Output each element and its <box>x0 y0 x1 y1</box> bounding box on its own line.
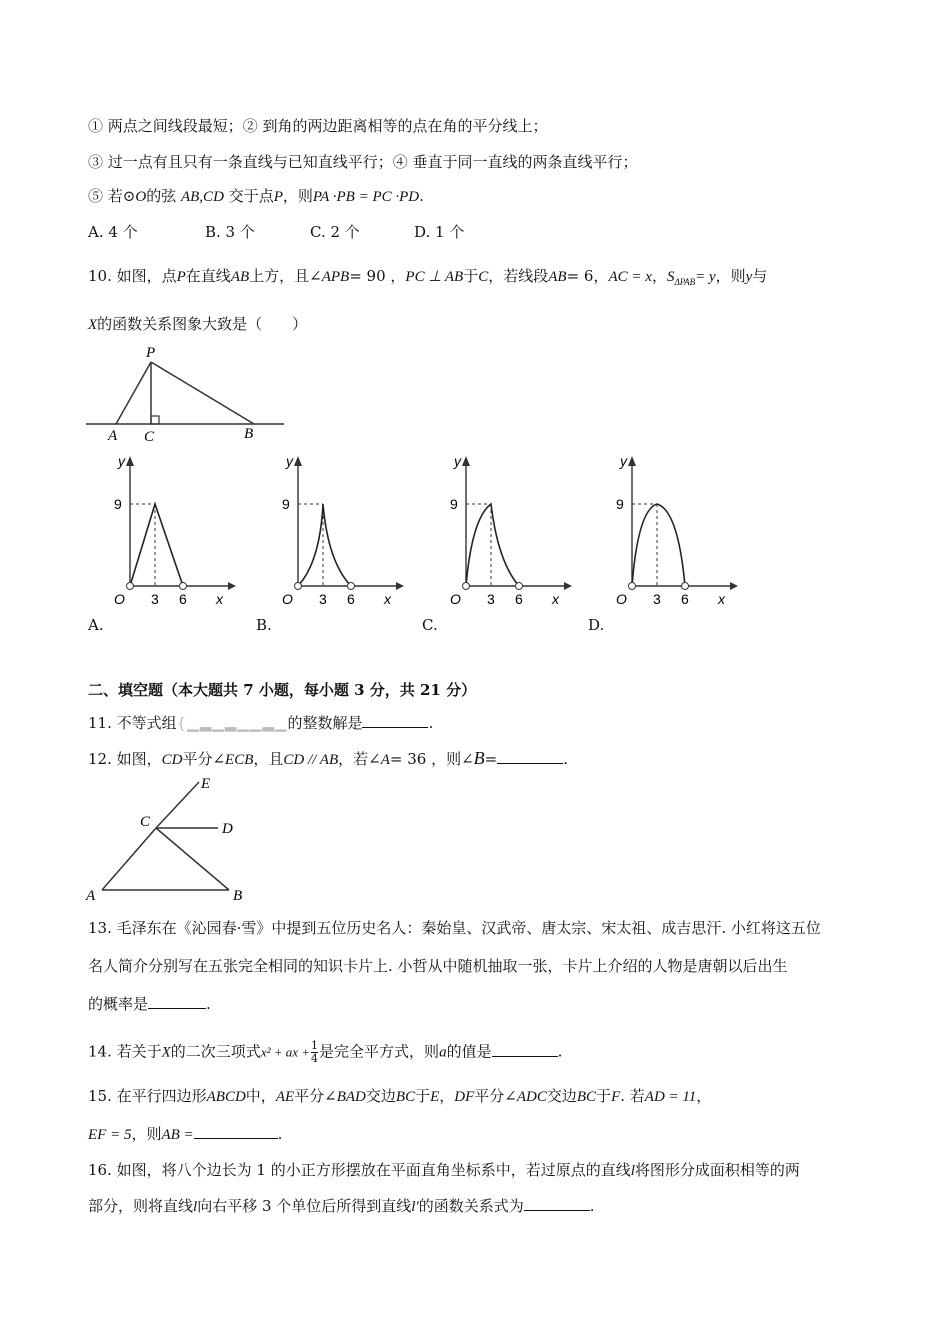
svg-text:9: 9 <box>282 496 290 512</box>
label-b: B <box>244 426 254 442</box>
q16-line2: 部分，则将直线l向右平移 3 个单位后所得到直线l′的函数关系式为 . <box>88 1197 595 1215</box>
q9-option-a: A. 4 个 <box>88 223 138 241</box>
svg-text:6: 6 <box>681 591 689 607</box>
svg-text:9: 9 <box>114 496 122 512</box>
svg-text:6: 6 <box>347 591 355 607</box>
svg-text:O: O <box>450 591 461 607</box>
svg-text:O: O <box>114 591 125 607</box>
q11-stem: 11. 不等式组{▁▂▁▂▁▁▂▁的整数解是 . <box>88 714 434 732</box>
fraction-one-quarter: $\frac{1}{4}$ <box>311 1039 319 1065</box>
q9-statement-1-2: ① 两点之间线段最短；② 到角的两边距离相等的点在角的平分线上； <box>88 117 548 135</box>
q13-line3: 的概率是 . <box>88 995 211 1013</box>
q9-option-d: D. 1 个 <box>414 223 465 241</box>
q12-stem: 12. 如图，CD平分∠ECB，且CD // AB，若∠A= 36 ，则∠B= . <box>88 748 569 768</box>
graph-b <box>268 452 408 612</box>
svg-text:3: 3 <box>319 591 327 607</box>
q13-line1: 13. 毛泽东在《沁园春·雪》中提到五位历史名人：秦始皇、汉武帝、唐太宗、宋太祖、成吉思汗. 小红将这五位 <box>88 919 821 937</box>
svg-text:x: x <box>718 591 725 607</box>
segment-pa <box>116 362 151 424</box>
svg-text:9: 9 <box>450 496 458 512</box>
svg-text:O: O <box>282 591 293 607</box>
section-heading: 二、填空题（本大题共 7 小题，每小题 3 分，共 21 分） <box>88 681 477 699</box>
q13-line2: 名人简介分别写在五张完全相同的知识卡片上. 小哲从中随机抽取一张，卡片上介绍的人物是唐朝以后出生 <box>88 957 788 975</box>
label-p: P <box>146 345 156 361</box>
q9-option-b: B. 3 个 <box>205 223 255 241</box>
svg-text:3: 3 <box>653 591 661 607</box>
curve <box>298 504 351 586</box>
q12-figure <box>84 770 254 906</box>
svg-text:3: 3 <box>487 591 495 607</box>
label-e: E <box>201 776 211 792</box>
graph-c <box>436 452 576 612</box>
q15-line1: 15. 在平行四边形ABCD中，AE平分∠BAD交边BC于E，DF平分∠ADC交边BC于F. 若AD = 11， <box>88 1087 712 1105</box>
segment-ca <box>102 828 156 890</box>
segment-cb <box>156 828 229 890</box>
svg-text:6: 6 <box>515 591 523 607</box>
svg-text:x: x <box>552 591 559 607</box>
svg-text:O: O <box>616 591 627 607</box>
svg-text:y: y <box>620 453 627 469</box>
q9-statement-3-4: ③ 过一点有且只有一条直线与已知直线平行；④ 垂直于同一直线的两条直线平行； <box>88 153 638 171</box>
label-c: C <box>140 814 151 830</box>
q10-choice-d: D. <box>588 616 605 634</box>
label-b: B <box>233 888 243 904</box>
q9-statement-5: ⑤ 若⊙O的弦 AB,CD 交于点P，则PA ·PB = PC ·PD. <box>88 187 424 205</box>
q10-triangle-figure <box>84 342 294 446</box>
q13-answer-blank[interactable] <box>148 994 206 1009</box>
graph-a <box>100 452 240 612</box>
q10-choice-a: A. <box>88 616 104 634</box>
right-angle-mark <box>151 416 159 424</box>
svg-text:x: x <box>216 591 223 607</box>
svg-text:y: y <box>454 453 461 469</box>
q16-answer-blank[interactable] <box>524 1196 590 1211</box>
svg-text:y: y <box>118 453 125 469</box>
q14-answer-blank[interactable] <box>492 1042 558 1057</box>
curve <box>466 504 519 586</box>
q11-answer-blank[interactable] <box>362 713 428 728</box>
blurred-inequality-system: {▁▂▁▂▁▁▂▁ <box>176 714 288 732</box>
q10-choice-b: B. <box>256 616 272 634</box>
svg-text:9: 9 <box>616 496 624 512</box>
label-a: A <box>108 428 118 444</box>
segment-pb <box>151 362 254 424</box>
svg-text:6: 6 <box>179 591 187 607</box>
q15-answer-blank[interactable] <box>194 1124 278 1139</box>
graph-d <box>602 452 742 612</box>
curve <box>632 504 685 586</box>
q16-line1: 16. 如图，将八个边长为 1 的小正方形摆放在平面直角坐标系中，若过原点的直线l将图形分成面积相等的两 <box>88 1161 800 1179</box>
q9-option-c: C. 2 个 <box>310 223 360 241</box>
q10-choice-c: C. <box>422 616 438 634</box>
q10-stem-line2: X的函数关系图象大致是（ ） <box>88 315 308 333</box>
svg-text:x: x <box>384 591 391 607</box>
svg-text:3: 3 <box>151 591 159 607</box>
q10-stem-line1: 10. 如图，点P在直线AB上方，且∠APB= 90 ，PC ⊥ AB于C，若线段AB= 6，AC = x，$S_{\Delta PAB}= y$，则y与 <box>88 267 768 287</box>
ray-ce <box>156 782 199 828</box>
label-a: A <box>86 888 96 904</box>
label-d: D <box>222 821 233 837</box>
q14-stem: 14. 若关于X的二次三项式x² + ax + $\frac{1}{4}$ 是完全平方式，则a的值是 . <box>88 1039 563 1065</box>
svg-text:y: y <box>286 453 293 469</box>
q15-line2: EF = 5，则AB = . <box>88 1125 283 1143</box>
q12-answer-blank[interactable] <box>497 749 563 764</box>
label-c: C <box>144 429 155 445</box>
curve <box>130 504 183 586</box>
